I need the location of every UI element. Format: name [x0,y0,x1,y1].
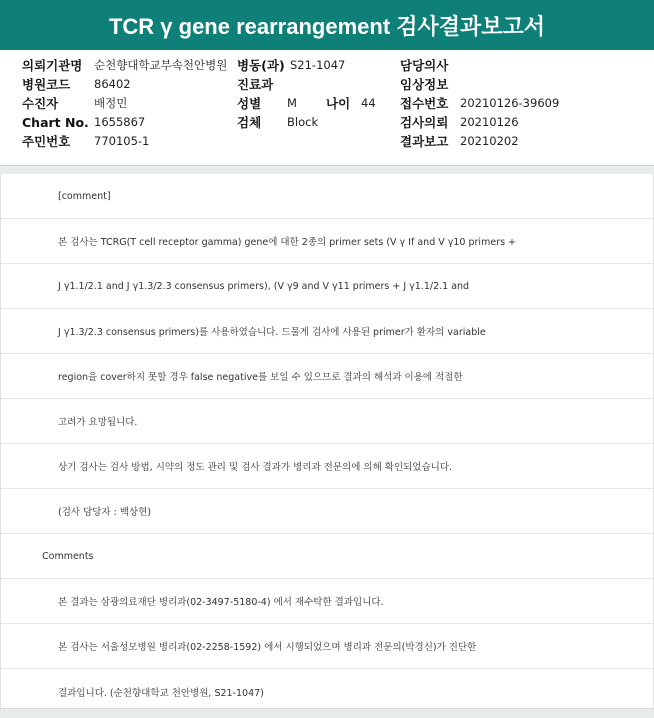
info-row-2 [0,75,654,94]
info-row-3 [0,94,654,113]
label-sex: 성별 [237,96,262,111]
info-row-5 [0,132,654,151]
value-resident-number: 770105-1 [94,134,150,148]
report-line: (검사 담당자 : 백상현) [1,489,653,534]
report-line: J γ1.3/2.3 consensus primers)를 사용하였습니다. 드물게 검사에 사용된 primer가 환자의 variable [1,309,653,354]
value-result-report-date: 20210202 [460,134,519,148]
label-department: 진료과 [237,77,274,92]
value-requesting-institution: 순천향대학교부속천안병원 [94,58,228,72]
comments-heading: Comments [1,534,653,579]
patient-info-section [0,50,654,165]
label-resident-number: 주민번호 [22,134,71,149]
value-age: 44 [361,96,376,110]
footer-bar [0,708,654,718]
label-requesting-institution: 의뢰기관명 [22,58,83,73]
report-line: 본 검사는 TCRG(T cell receptor gamma) gene에 대한 2종의 primer sets (V γ If and V γ10 primers + [1,219,653,264]
value-ward: S21-1047 [290,58,346,72]
value-patient: 배정민 [94,96,128,110]
value-specimen: Block [287,115,319,129]
report-body [0,174,654,710]
section-divider [0,165,654,174]
report-line: 고려가 요망됩니다. [1,399,653,444]
info-row-1 [0,56,654,75]
report-line: 결과입니다. (순천향대학교 천안병원, S21-1047) [58,687,264,699]
value-test-request-date: 20210126 [460,115,519,129]
value-receipt-number: 20210126-39609 [460,96,560,110]
label-chart-no: Chart No. [22,115,89,130]
info-row-4 [0,113,654,132]
label-result-report-date: 결과보고 [400,134,449,149]
value-sex: M [287,96,297,110]
report-line: 상기 검사는 검사 방법, 시약의 정도 관리 및 검사 결과가 병리과 전문의에 의해 확인되었습니다. [1,444,653,489]
value-hospital-code: 86402 [94,77,131,91]
label-patient: 수진자 [22,96,59,111]
label-hospital-code: 병원코드 [22,77,71,92]
label-age: 나이 [326,96,351,111]
report-line: 본 검사는 서울성모병원 병리과(02-2258-1592) 에서 시행되었으며 병리과 전문의(박경신)가 진단한 [1,624,653,669]
section-divider-line [0,165,654,166]
report-title: TCR γ gene rearrangement 검사결과보고서 [0,0,654,50]
label-receipt-number: 접수번호 [400,96,449,111]
report-line: 본 결과는 삼광의료재단 병리과(02-3497-5180-4) 에서 재수탁한 결과입니다. [1,579,653,624]
report-line: region을 cover하지 못할 경우 false negative를 보일 수 있으므로 결과의 해석과 이용에 적절한 [1,354,653,399]
label-test-request-date: 검사의뢰 [400,115,449,130]
label-attending-doctor: 담당의사 [400,58,449,73]
value-chart-no: 1655867 [94,115,146,129]
report-line: J γ1.1/2.1 and J γ1.3/2.3 consensus primers), (V γ9 and V γ11 primers + J γ1.1/2.1 and [1,264,653,309]
label-clinical-info: 임상정보 [400,77,449,92]
report-line: [comment] [1,174,653,219]
label-specimen: 검체 [237,115,262,130]
label-ward: 병동(과) [237,58,285,73]
